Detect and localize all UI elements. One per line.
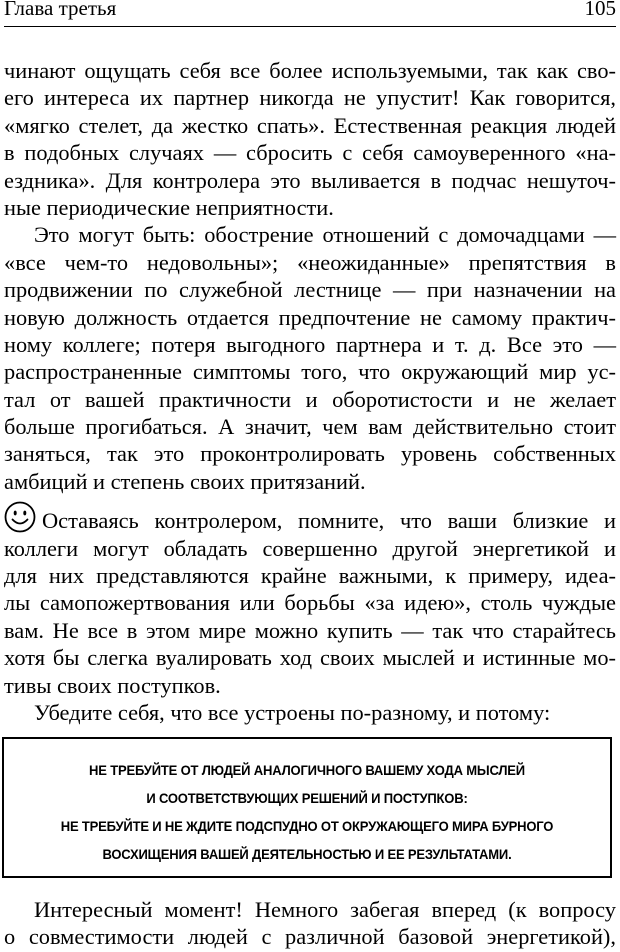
text-line: хотя бы слегка вуалировать ход своих мыслей и истинные мо-: [4, 645, 616, 671]
text-line: чинают ощущать себя все более используемыми, так как сво-: [4, 58, 616, 83]
text-line: распространенные симптомы того, что окружающий мир ус-: [4, 359, 616, 385]
text-line: Интересный момент! Немного забегая вперед (к вопросу: [34, 897, 616, 922]
text-line: в подобных случаях — сбросить с себя самоуверенного «на-: [4, 140, 616, 166]
paragraph-4: [4, 699, 616, 726]
text-line: его интереса их партнер никогда не упустит! Как говорится,: [4, 85, 616, 111]
text-line: о совместимости людей с различной базовой энергетикой),: [4, 924, 616, 950]
text-line: вам. Не все в этом мире можно купить — так что старайтесь: [4, 617, 616, 643]
text-line: Убедите себя, что все устроены по-разному, и потому:: [34, 699, 551, 725]
paragraph-1: [4, 57, 616, 221]
text-line: Это могут быть: обострение отношений с домочадцами —: [34, 222, 616, 248]
page-number: 105: [584, 0, 616, 20]
text-line: продвижении по служебной лестнице — при назначении на: [4, 277, 616, 303]
smiley-icon: [4, 501, 36, 533]
text-line: Оставаясь контролером, помните, что ваши близкие и: [42, 508, 616, 534]
paragraph-2: [4, 221, 616, 495]
text-line: больше прогибаться. А значит, чем вам действительно стоит: [4, 414, 616, 440]
text-line: тал от вашей практичности и оборотистости и не желает: [4, 386, 616, 412]
text-line: амбиций и степень своих притязаний.: [4, 468, 366, 494]
paragraph-3: [4, 507, 616, 699]
text-line: ездника». Для контролера это выливается в подчас нешуточ-: [4, 167, 616, 193]
text-line: коллеги могут обладать совершенно другой энергетикой и: [4, 535, 616, 561]
running-header: [4, 0, 616, 27]
callout-box: [2, 737, 612, 878]
text-line: заняться, так это проконтролировать уровень собственных: [4, 441, 616, 467]
text-line: новую должность отдается предпочтение не самому практич-: [4, 304, 616, 330]
callout-line: НЕ ТРЕБУЙТЕ ОТ ЛЮДЕЙ АНАЛОГИЧНОГО ВАШЕМУ ХОДА МЫСЛЕЙ: [89, 762, 525, 778]
callout-line: ВОСХИЩЕНИЯ ВАШЕЙ ДЕЯТЕЛЬНОСТЬЮ И ЕЕ РЕЗУЛЬТАТАМИ.: [102, 846, 512, 862]
chapter-title: Глава третья: [4, 0, 117, 20]
text-line: тивы своих поступков.: [4, 672, 221, 698]
callout-line: НЕ ТРЕБУЙТЕ И НЕ ЖДИТЕ ПОДСПУДНО ОТ ОКРУЖАЮЩЕГО МИРА БУРНОГО: [60, 818, 554, 834]
page-body: [4, 57, 616, 726]
text-line: «мягко стелет, да жестко спать». Естественная реакция людей: [4, 112, 616, 138]
text-line: лы самопожертвования или борьбы «за идею», столь чуждые: [4, 590, 616, 616]
callout-line: И СООТВЕТСТВУЮЩИХ РЕШЕНИЙ И ПОСТУПКОВ:: [146, 790, 468, 806]
paragraph-5: [4, 896, 616, 951]
text-line: ному коллеге; потеря выгодного партнера и т. д. Все это —: [4, 331, 616, 357]
text-line: «все чем-то недовольны»; «неожиданные» препятствия в: [4, 249, 616, 275]
text-line: ные периодические неприятности.: [4, 194, 334, 220]
text-line: для них представляются крайне важными, к примеру, идеа-: [4, 563, 616, 589]
